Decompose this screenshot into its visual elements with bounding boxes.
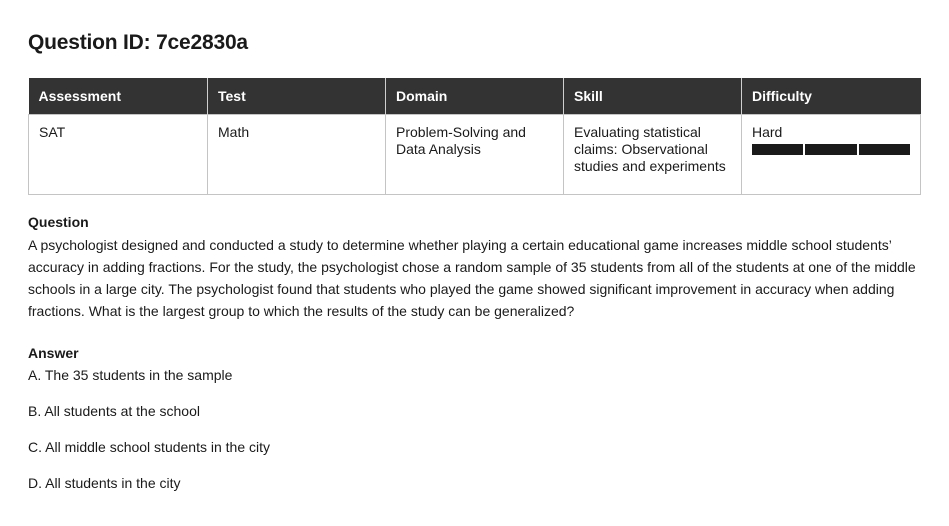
answer-choice-a: A. The 35 students in the sample <box>28 367 233 383</box>
difficulty-bar-segment <box>859 144 910 155</box>
cell-difficulty <box>742 115 921 195</box>
answer-choice-d: D. All students in the city <box>28 475 181 491</box>
header-assessment: Assessment <box>29 78 208 115</box>
header-difficulty: Difficulty <box>742 78 921 115</box>
cell-assessment: SAT <box>29 115 208 195</box>
answer-label: Answer <box>28 345 79 361</box>
header-test: Test <box>208 78 386 115</box>
cell-test: Math <box>208 115 386 195</box>
difficulty-meter <box>752 144 910 155</box>
answer-choice-b: B. All students at the school <box>28 403 200 419</box>
answer-choices <box>28 366 270 510</box>
question-text: A psychologist designed and conducted a study to determine whether playing a certain educational game increases middle school students’ accuracy in adding fractions. For the study, the psychologist chose a random sample of 35 students from all of the students at one of the middle schools in a large city. The psychologist found that students who played the game showed significant improvement in accuracy when adding fractions. What is the largest group to which the results of the study can be generalized? <box>28 237 916 319</box>
table-header-row <box>29 78 921 115</box>
page-title: Question ID: 7ce2830a <box>28 31 248 54</box>
question-meta-table <box>28 78 921 195</box>
header-domain: Domain <box>386 78 564 115</box>
cell-skill: Evaluating statistical claims: Observational studies and experiments <box>564 115 742 195</box>
cell-domain: Problem-Solving and Data Analysis <box>386 115 564 195</box>
question-label: Question <box>28 214 89 230</box>
difficulty-label: Hard <box>752 124 783 140</box>
difficulty-bar-segment <box>805 144 856 155</box>
difficulty-bar-segment <box>752 144 803 155</box>
header-skill: Skill <box>564 78 742 115</box>
table-row <box>29 115 921 195</box>
answer-choice-c: C. All middle school students in the city <box>28 439 271 455</box>
